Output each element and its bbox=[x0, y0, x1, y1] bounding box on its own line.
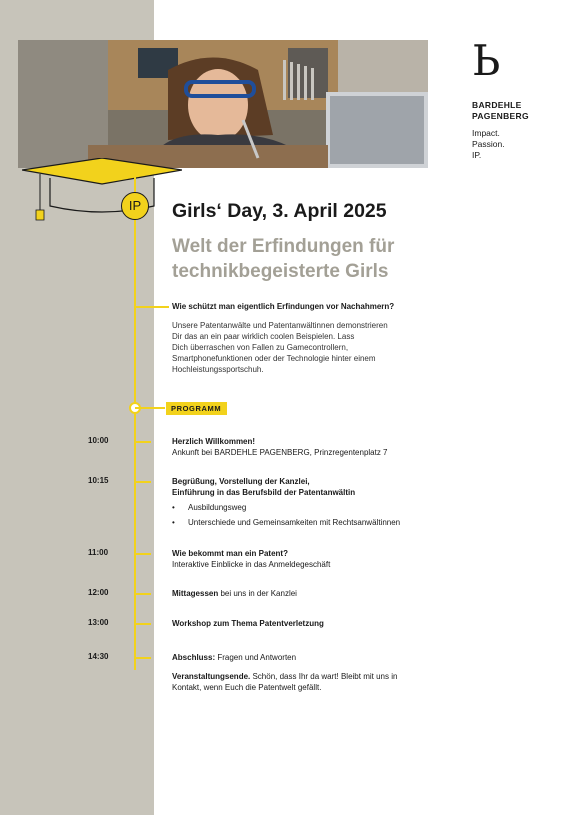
schedule-title-line2: Einführung in das Berufsbild der Patentanwältin bbox=[172, 488, 356, 497]
brand-name bbox=[472, 100, 529, 122]
intro-text bbox=[172, 320, 442, 375]
schedule-bullet-list bbox=[172, 500, 400, 530]
intro-line: Dich überraschen von Fallen zu Gamecontrollern, bbox=[172, 343, 349, 352]
schedule-item-lunch bbox=[172, 588, 472, 599]
schedule-text: bei uns in der Kanzlei bbox=[218, 589, 297, 598]
timeline-tick bbox=[135, 623, 151, 625]
tagline-line3: IP. bbox=[472, 150, 482, 160]
schedule-item-workshop bbox=[172, 618, 472, 629]
closing-line2: Kontakt, wenn Euch die Patentwelt gefällt. bbox=[172, 683, 322, 692]
schedule-item-welcome bbox=[172, 436, 472, 458]
subtitle-line2: technikbegeisterte Girls bbox=[172, 261, 389, 282]
bullet-item: • Unterschiede und Gemeinsamkeiten mit Rechtsanwältinnen bbox=[172, 515, 400, 530]
tagline-line1: Impact. bbox=[472, 128, 500, 138]
brand-name-line1: BARDEHLE bbox=[472, 100, 522, 110]
programm-badge: PROGRAMM bbox=[166, 402, 227, 415]
schedule-title: Herzlich Willkommen! bbox=[172, 437, 256, 446]
brand-logo bbox=[472, 36, 529, 161]
timeline-connector-question bbox=[135, 306, 169, 308]
timeline-tick bbox=[135, 441, 151, 443]
timeline-line bbox=[134, 170, 136, 670]
graduation-cap-icon bbox=[22, 158, 182, 228]
intro-line: Dir das an ein paar wirklich coolen Beispielen. Lass bbox=[172, 332, 355, 341]
intro-line: Hochleistungssportschuh. bbox=[172, 365, 264, 374]
schedule-item-closing bbox=[172, 652, 472, 663]
brand-logo-icon: Ь bbox=[472, 36, 501, 85]
schedule-title: Begrüßung, Vorstellung der Kanzlei, bbox=[172, 477, 310, 486]
intro-question: Wie schützt man eigentlich Erfindungen vor Nachahmern? bbox=[172, 302, 395, 311]
timeline-tick bbox=[135, 553, 151, 555]
schedule-time: 14:30 bbox=[88, 652, 109, 661]
schedule-text: Interaktive Einblicke in das Anmeldegeschäft bbox=[172, 560, 331, 569]
schedule-item-greeting bbox=[172, 476, 472, 498]
timeline-tick bbox=[135, 481, 151, 483]
schedule-time: 11:00 bbox=[88, 548, 109, 557]
closing-text bbox=[172, 671, 472, 693]
intro-line: Smartphonefunktionen oder der Technologie hinter einem bbox=[172, 354, 376, 363]
schedule-text: Fragen und Antworten bbox=[215, 653, 297, 662]
brand-tagline bbox=[472, 128, 529, 161]
bullet-item: • Ausbildungsweg bbox=[172, 500, 400, 515]
closing-line1 bbox=[172, 671, 472, 682]
schedule-title: Abschluss: bbox=[172, 653, 216, 662]
event-subtitle bbox=[172, 234, 452, 284]
ip-badge-icon: IP bbox=[121, 192, 149, 220]
brand-name-line2: PAGENBERG bbox=[472, 111, 529, 121]
timeline-tick bbox=[135, 593, 151, 595]
hero-photo-illustration bbox=[18, 40, 428, 168]
closing-rest: Schön, dass Ihr da wart! Bleibt mit uns in bbox=[250, 672, 398, 681]
intro-line: Unsere Patentanwälte und Patentanwältinnen demonstrieren bbox=[172, 321, 388, 330]
subtitle-line1: Welt der Erfindungen für bbox=[172, 236, 395, 257]
schedule-text: Ankunft bei BARDEHLE PAGENBERG, Prinzregentenplatz 7 bbox=[172, 448, 388, 457]
schedule-title: Mittagessen bbox=[172, 589, 219, 598]
closing-bold: Veranstaltungsende. bbox=[172, 672, 251, 681]
schedule-item-patent bbox=[172, 548, 472, 570]
schedule-time: 10:00 bbox=[88, 436, 109, 445]
schedule-title: Wie bekommt man ein Patent? bbox=[172, 549, 288, 558]
schedule-time: 13:00 bbox=[88, 618, 109, 627]
schedule-time: 12:00 bbox=[88, 588, 109, 597]
event-title: Girls‘ Day, 3. April 2025 bbox=[172, 200, 387, 222]
schedule-time: 10:15 bbox=[88, 476, 109, 485]
hero-photo bbox=[18, 40, 428, 168]
timeline-tick bbox=[135, 657, 151, 659]
schedule-title: Workshop zum Thema Patentverletzung bbox=[172, 619, 324, 628]
timeline-connector-programm bbox=[135, 407, 165, 409]
tagline-line2: Passion. bbox=[472, 139, 505, 149]
